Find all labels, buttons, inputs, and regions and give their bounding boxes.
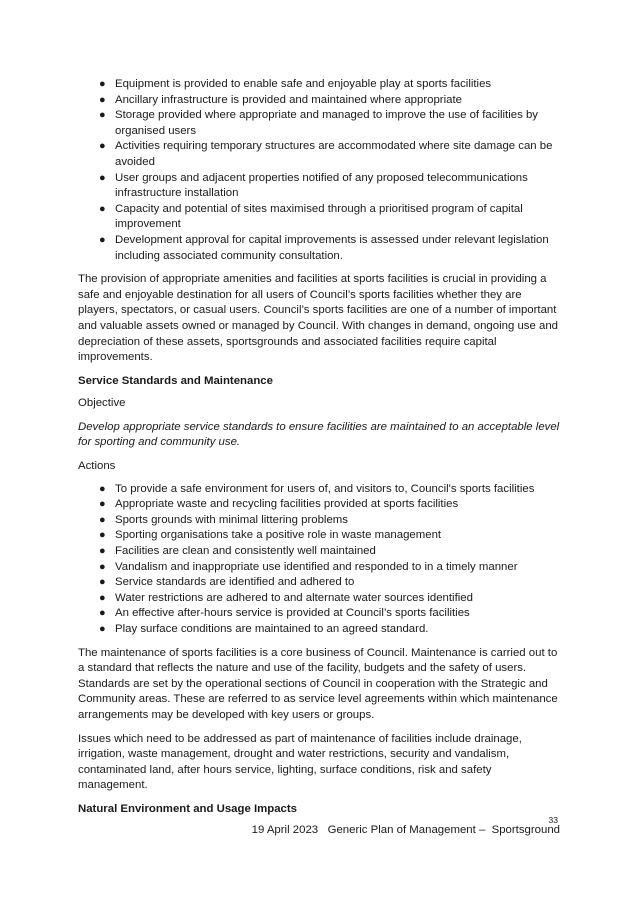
list-item-text: Vandalism and inappropriate use identified and responded to in a timely manner	[115, 560, 518, 573]
list-item	[78, 560, 562, 576]
bullet-list-actions	[78, 482, 562, 638]
list-item	[78, 528, 562, 544]
actions-label: Actions	[78, 460, 116, 473]
list-item	[78, 202, 562, 233]
list-item-text: Equipment is provided to enable safe and enjoyable play at sports facilities	[115, 78, 492, 90]
bullet-list-facilities	[78, 77, 562, 264]
list-item	[78, 77, 562, 93]
objective-label: Objective	[78, 397, 126, 410]
list-item	[78, 497, 562, 513]
bullet-icon: ●	[99, 78, 106, 90]
list-item	[78, 622, 562, 638]
bullet-icon: ●	[99, 171, 106, 184]
bullet-icon: ●	[99, 545, 106, 558]
list-item	[78, 108, 562, 139]
page-number: 33	[548, 815, 558, 825]
bullet-icon: ●	[99, 513, 106, 526]
list-item-text: An effective after-hours service is provided at Council’s sports facilities	[115, 607, 470, 620]
list-item-text: Facilities are clean and consistently well maintained	[115, 545, 376, 558]
bullet-icon: ●	[99, 529, 106, 542]
paragraph-issues: Issues which need to be addressed as part of maintenance of facilities include drainage, irrigation, waste management, drought and water restrictions, security and vandalism, contaminated land, after hours service, lighting, surface conditions, risk and safety management.	[78, 732, 522, 792]
bullet-icon: ●	[99, 482, 106, 495]
section-heading-natural-environment: Natural Environment and Usage Impacts	[78, 802, 298, 815]
list-item	[78, 513, 562, 529]
paragraph-amenities: The provision of appropriate amenities and facilities at sports facilities is crucial in providing a safe and enjoyable destination for all users of Council’s sports facilities whether they are players, spectators, or casual users. Council’s sports facilities are one of a number of important and valuable assets owned or managed by Council. With changes in demand, ongoing use and depreciation of these assets, sportsgrounds and associated facilities require capital improvements.	[78, 273, 558, 364]
list-item-text: Sports grounds with minimal littering problems	[115, 513, 348, 526]
list-item	[78, 93, 562, 109]
bullet-icon: ●	[99, 498, 106, 511]
list-item	[78, 606, 562, 622]
list-item-text: Service standards are identified and adhered to	[115, 576, 355, 589]
list-item	[78, 139, 562, 170]
list-item	[78, 575, 562, 591]
paragraph-maintenance: The maintenance of sports facilities is a core business of Council. Maintenance is carried out to a standard that reflects the nature and use of the facility, budgets and the safety of users. Standards are set by the operational sections of Council in cooperation with the Strategic and Community areas. These are referred to as service level agreements within which maintenance arrangements may be developed with key users or groups.	[78, 646, 558, 721]
objective-text: Develop appropriate service standards to ensure facilities are maintained to an acceptable level for sporting and community use.	[78, 420, 560, 449]
bullet-icon: ●	[99, 109, 106, 122]
list-item	[78, 233, 562, 264]
page-body	[78, 77, 562, 818]
bullet-icon: ●	[99, 140, 106, 153]
list-item-text: To provide a safe environment for users of, and visitors to, Council's sports facilities	[115, 482, 535, 495]
list-item-text: Ancillary infrastructure is provided and maintained where appropriate	[115, 93, 462, 106]
list-item-text: Sporting organisations take a positive role in waste management	[115, 529, 442, 542]
list-item-text: Play surface conditions are maintained to an agreed standard.	[115, 623, 429, 635]
list-item-text: Storage provided where appropriate and managed to improve the use of facilities by organised users	[115, 109, 538, 137]
list-item	[78, 482, 562, 498]
bullet-icon: ●	[99, 591, 106, 604]
section-heading-service-standards: Service Standards and Maintenance	[78, 374, 273, 387]
bullet-icon: ●	[99, 93, 106, 106]
list-item-text: Activities requiring temporary structures are accommodated where site damage can be avoided	[115, 140, 553, 168]
list-item-text: User groups and adjacent properties notified of any proposed telecommunications infrastructure installation	[115, 171, 528, 200]
bullet-icon: ●	[99, 623, 106, 635]
bullet-icon: ●	[99, 576, 106, 589]
list-item-text: Capacity and potential of sites maximised through a prioritised program of capital improvement	[115, 202, 523, 231]
page-footer: 19 April 2023 Generic Plan of Management – Sportsground	[251, 824, 560, 836]
bullet-icon: ●	[99, 202, 106, 215]
list-item	[78, 591, 562, 607]
bullet-icon: ●	[99, 233, 106, 246]
bullet-icon: ●	[99, 560, 106, 573]
list-item	[78, 544, 562, 560]
bullet-icon: ●	[99, 607, 106, 620]
list-item-text: Water restrictions are adhered to and alternate water sources identified	[115, 591, 473, 604]
list-item-text: Appropriate waste and recycling facilities provided at sports facilities	[115, 498, 459, 511]
list-item	[78, 171, 562, 202]
list-item-text: Development approval for capital improvements is assessed under relevant legislation including associated community consultation.	[115, 233, 549, 262]
